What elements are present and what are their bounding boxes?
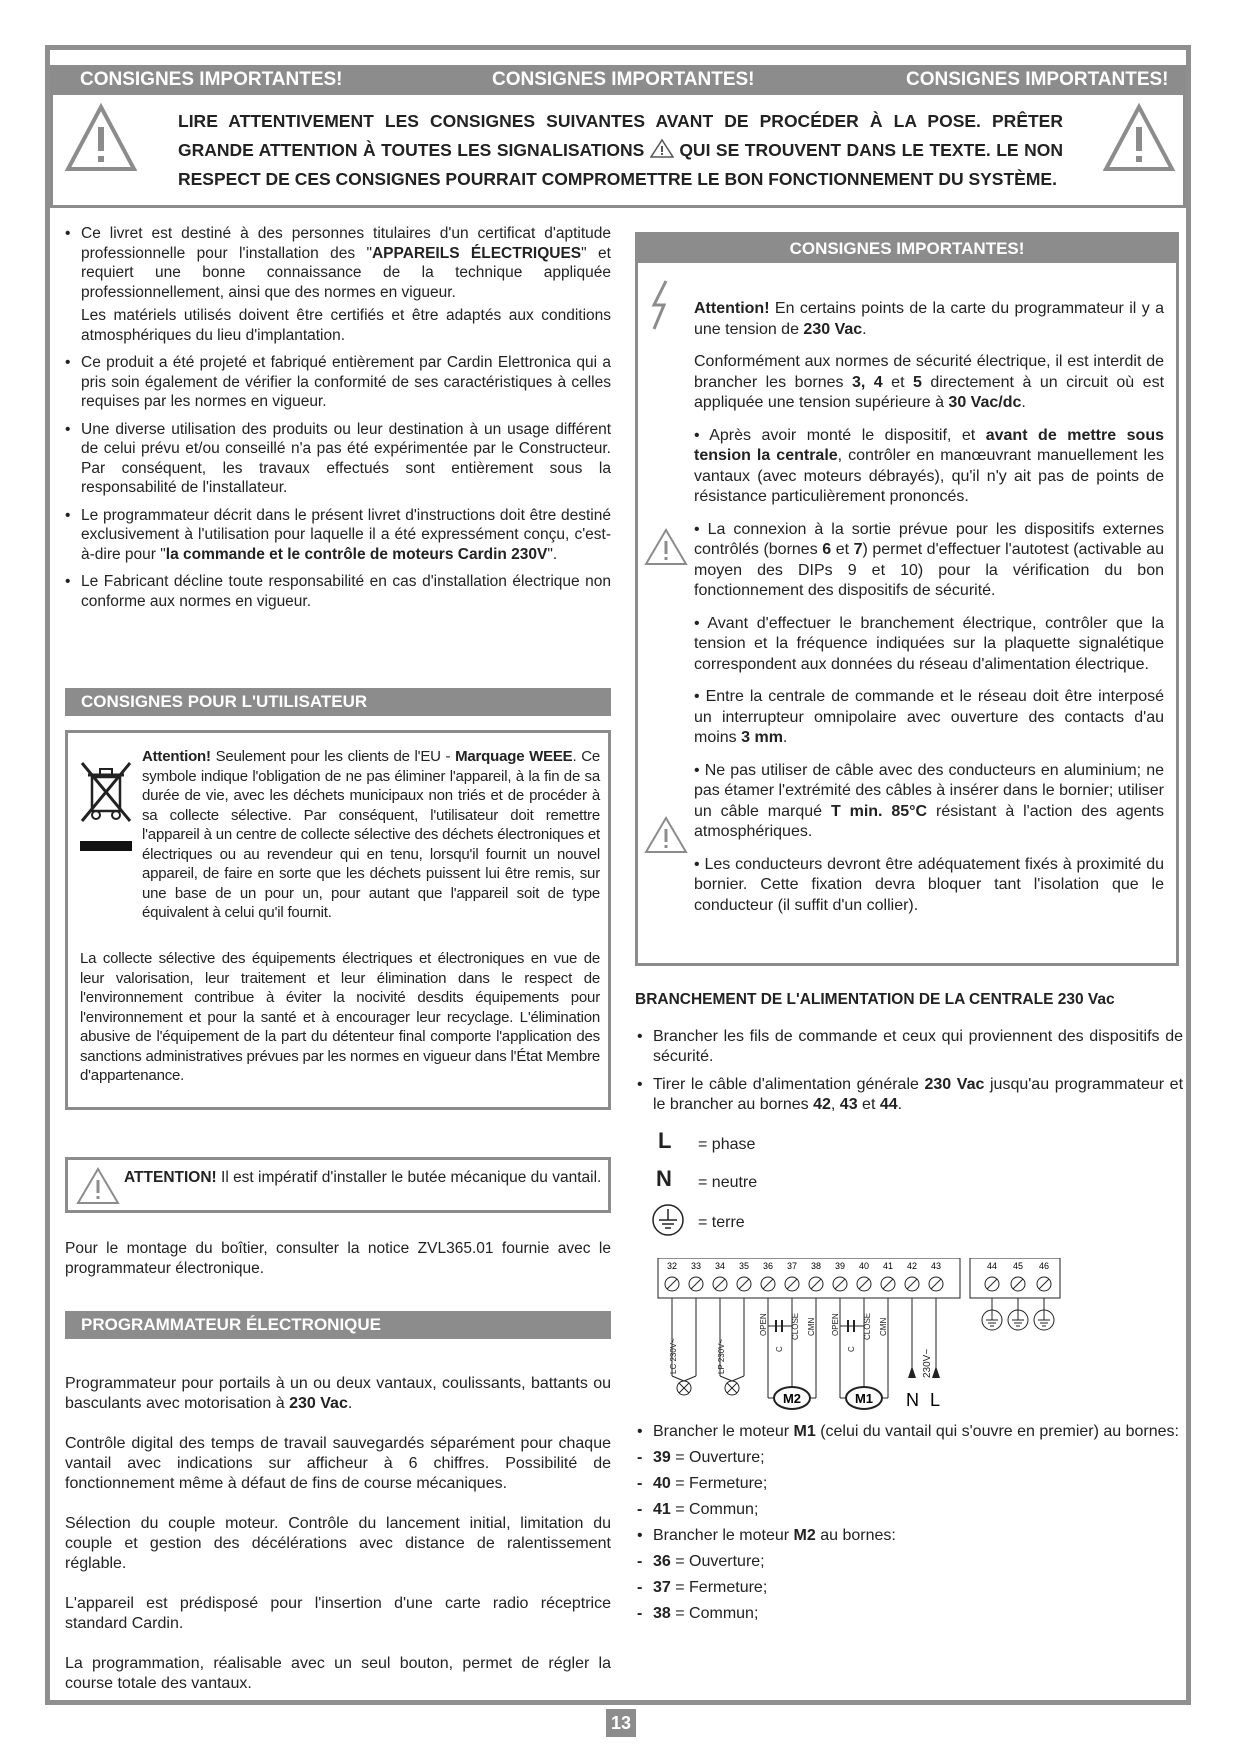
list-item: - 38 = Commun; [635, 1604, 1183, 1624]
branch-bullets [635, 1027, 1183, 1123]
attention-box [65, 1157, 611, 1213]
list-item: - 40 = Fermeture; [635, 1474, 1183, 1494]
list-item: • Brancher le moteur M2 au bornes: [635, 1526, 1183, 1546]
diagram-label: C [847, 1346, 856, 1352]
list-item: • Ce livret est destiné à des personnes titulaires d'un certificat d'aptitude professionnelle pour l'installation des "APPAREILS ÉLECTRIQUES" et requiert une bonne connaissance de la technique appliquée professionnellement, ainsi que des normes en vigueur. Les matériels utilisés doivent être certifiés et être adaptés aux conditions atmosphériques du lieu d'implantation. [63, 224, 611, 345]
diagram-label: OPEN [831, 1313, 840, 1336]
earth-icon [650, 1202, 686, 1238]
terminal-number: 35 [738, 1261, 750, 1271]
warning-icon [65, 103, 137, 173]
montage-text: Pour le montage du boîtier, consulter la notice ZVL365.01 fournie avec le programmateur électronique. [65, 1240, 611, 1277]
diagram-label: CLOSE [863, 1312, 872, 1340]
list-item: - 36 = Ouverture; [635, 1552, 1183, 1572]
important-box [635, 232, 1179, 966]
terminal-number: 44 [986, 1261, 998, 1271]
motor-bullets [635, 1422, 1183, 1630]
terminal-diagram [648, 1258, 1068, 1418]
lightning-icon [648, 279, 674, 331]
terminal-number: 38 [810, 1261, 822, 1271]
section-title: CONSIGNES POUR L'UTILISATEUR [65, 688, 611, 716]
list-item: • Brancher le moteur M1 (celui du vantail qui s'ouvre en premier) au bornes: [635, 1422, 1183, 1442]
diagram-label: C [775, 1346, 784, 1352]
terminal-number: 37 [786, 1261, 798, 1271]
terminal-number: 42 [906, 1261, 918, 1271]
terminal-number: 39 [834, 1261, 846, 1271]
legend-symbol: N [656, 1166, 672, 1191]
diagram-label: CMN [807, 1317, 816, 1336]
list-item: • Le programmateur décrit dans le présent livret d'instructions doit être destiné exclusivement à l'utilisation pour laquelle il a été expressément conçu, c'est-à-dire pour "la commande et le contrôle de moteurs Cardin 230V". [63, 506, 611, 565]
diagram-label: LP 230V~ [717, 1338, 726, 1374]
list-item: • Brancher les fils de commande et ceux qui proviennent des dispositifs de sécurité. [635, 1027, 1183, 1067]
warning-icon [644, 527, 688, 567]
diagram-label: 230V~ [922, 1348, 933, 1378]
diagram-label: OPEN [759, 1313, 768, 1336]
branch-title: BRANCHEMENT DE L'ALIMENTATION DE LA CENTRALE 230 Vac [635, 991, 1115, 1008]
warning-icon [644, 815, 688, 855]
banner-text: CONSIGNES IMPORTANTES! [906, 69, 1169, 90]
banner-text: CONSIGNES IMPORTANTES! [492, 69, 755, 90]
terminal-number: 36 [762, 1261, 774, 1271]
motor-label: M1 [854, 1391, 874, 1406]
diagram-label: CLOSE [791, 1312, 800, 1340]
diagram-label: CMN [879, 1317, 888, 1336]
legend-text: = neutre [698, 1174, 758, 1191]
weee-box [65, 730, 611, 1110]
legend-text: = terre [698, 1214, 745, 1231]
terminal-number: 43 [930, 1261, 942, 1271]
terminal-number: 45 [1012, 1261, 1024, 1271]
intro-text: LIRE ATTENTIVEMENT LES CONSIGNES SUIVANTES AVANT DE PROCÉDER À LA POSE. PRÊTER GRANDE ATTENTION À TOUTES LES SIGNALISATIONS QUI SE TROUVENT DANS LE TEXTE. LE NON RESPECT DE CES CONSIGNES POURRAIT COMPROMETTRE LE BON FONCTIONNEMENT DU SYSTÈME. [178, 111, 1063, 189]
terminal-number: 40 [858, 1261, 870, 1271]
list-item: • Ce produit a été projeté et fabriqué entièrement par Cardin Elettronica qui a pris soin également de vérifier la conformité de ses caractéristiques à celles requises par les normes en vigueur. [63, 353, 611, 412]
warning-icon [1103, 103, 1175, 173]
terminal-number: 34 [714, 1261, 726, 1271]
motor-label: M2 [782, 1391, 802, 1406]
warning-icon [76, 1166, 120, 1206]
banner-text: CONSIGNES IMPORTANTES! [80, 69, 343, 90]
legend-text: = phase [698, 1136, 756, 1153]
weee-text: Attention! Seulement pour les clients de l'EU - Marquage WEEE. Ce symbole indique l'obligation de ne pas éliminer l'appareil, à la fin de sa durée de vie, avec les déchets municipaux non triés et de procéder à sa collecte sélective. Par conséquent, l'utilisateur doit remettre l'appareil à un centre de collecte sélective des déchets électroniques et électriques ou au revendeur qui en tenu, lorsqu'il fournit un nouvel appareil, de faire en sorte que les déchets puissent lui être remis, sur une base de un pour un, pour autant que l'appareil soit de type équivalent à celui qu'il fournit. [142, 748, 600, 921]
list-item: • Une diverse utilisation des produits ou leur destination à un usage différent de celui prévu et/ou conseillé n'a pas été expérimentée par le Constructeur. Par conséquent, les travaux effectués sont entièrement sous la responsabilité de l'installateur. [63, 420, 611, 498]
list-item: • Tirer le câble d'alimentation générale 230 Vac jusqu'au programmateur et le brancher au bornes 42, 43 et 44. [635, 1075, 1183, 1115]
weee-text-2: La collecte sélective des équipements électriques et électroniques en vue de leur valorisation, leur traitement et leur élimination dans le respect de l'environnement contribue à éviter la nocivité desdits équipements pour l'environnement et pour la santé et à encourager leur recyclage. L'élimination abusive de l'équipement de la part du détenteur final comporte l'application des sanctions administratives prévues par les normes en vigueur dans l'État Membre d'appartenance. [80, 950, 601, 1084]
attention-text: ATTENTION! Il est impératif d'installer le butée mécanique du vantail. [124, 1169, 602, 1186]
box-title: CONSIGNES IMPORTANTES! [638, 235, 1176, 263]
terminal-number: 33 [690, 1261, 702, 1271]
neutral-label: N [906, 1390, 919, 1410]
warning-icon [650, 138, 674, 158]
list-item: - 37 = Fermeture; [635, 1578, 1183, 1598]
terminal-number: 32 [666, 1261, 678, 1271]
terminal-number: 46 [1038, 1261, 1050, 1271]
diagram-label: LC 230V~ [669, 1338, 678, 1374]
important-text: Attention! En certains points de la carte du programmateur il y a une tension de 230 Vac. Conformément aux normes de sécurité électrique, il est interdit de brancher les bornes 3, 4 et 5 directement à un circuit où est appliquée une tension supérieure à 30 Vac/dc. • Après avoir monté le dispositif, et avant de mettre sous tension la centrale, contrôler en manœuvrant manuellement les vantaux (avec moteurs débrayés), qu'il n'y ait pas de points de résistance particulièrement prononcés. • La connexion à la sortie prévue pour les dispositifs externes contrôlés (bornes 6 et 7) permet d'effectuer l'autotest (activable au moyen des DIPs 9 et 10) pour la vérification du bon fonctionnement des dispositifs de sécurité. • Avant d'effectuer le branchement électrique, contrôler que la tension et la fréquence indiquées sur la plaquette signalétique correspondent aux données du réseau d'alimentation électrique. • Entre la centrale de commande et le réseau doit être interposé un interrupteur omnipolaire avec ouverture des contacts d'au moins 3 mm. • Ne pas utiliser de câble avec des conducteurs en aluminium; ne pas étamer l'extrémité des câbles à insérer dans le bornier; utiliser un câble marqué T min. 85°C résistant à l'action des agents atmosphériques. • Les conducteurs devront être adéquatement fixés à proximité du bornier. Cette fixation devra bloquer tant l'isolation que le conducteur (il suffit d'un collier). [694, 300, 1165, 914]
page-number: 13 [606, 1709, 636, 1737]
section-title: PROGRAMMATEUR ÉLECTRONIQUE [65, 1311, 611, 1339]
legend-symbol: L [658, 1128, 672, 1153]
list-item: • Le Fabricant décline toute responsabilité en cas d'installation électrique non conforme aux normes en vigueur. [63, 572, 611, 611]
list-item: - 39 = Ouverture; [635, 1448, 1183, 1468]
list-item: - 41 = Commun; [635, 1500, 1183, 1520]
terminal-number: 41 [882, 1261, 894, 1271]
left-bullets [63, 224, 611, 619]
top-banner [50, 65, 1186, 95]
prog-text: Programmateur pour portails à un ou deux vantaux, coulissants, battants ou basculants avec motorisation à 230 Vac. Contrôle digital des temps de travail sauvegardés séparément pour chaque vantail avec indications sur afficheur à 6 chiffres. Possibilité de fonctionnement même à défaut de fins de course mécaniques. Sélection du couple moteur. Contrôle du lancement initial, limitation du couple et gestion des décélérations avec distance de ralentissement réglable. L'appareil est prédisposé pour l'insertion d'une carte radio réceptrice standard Cardin. La programmation, réalisable avec un seul bouton, permet de régler la course totale des vantaux. [65, 1375, 611, 1692]
intro-box [50, 95, 1186, 208]
phase-label: L [930, 1390, 941, 1410]
weee-bin-icon [78, 757, 134, 853]
